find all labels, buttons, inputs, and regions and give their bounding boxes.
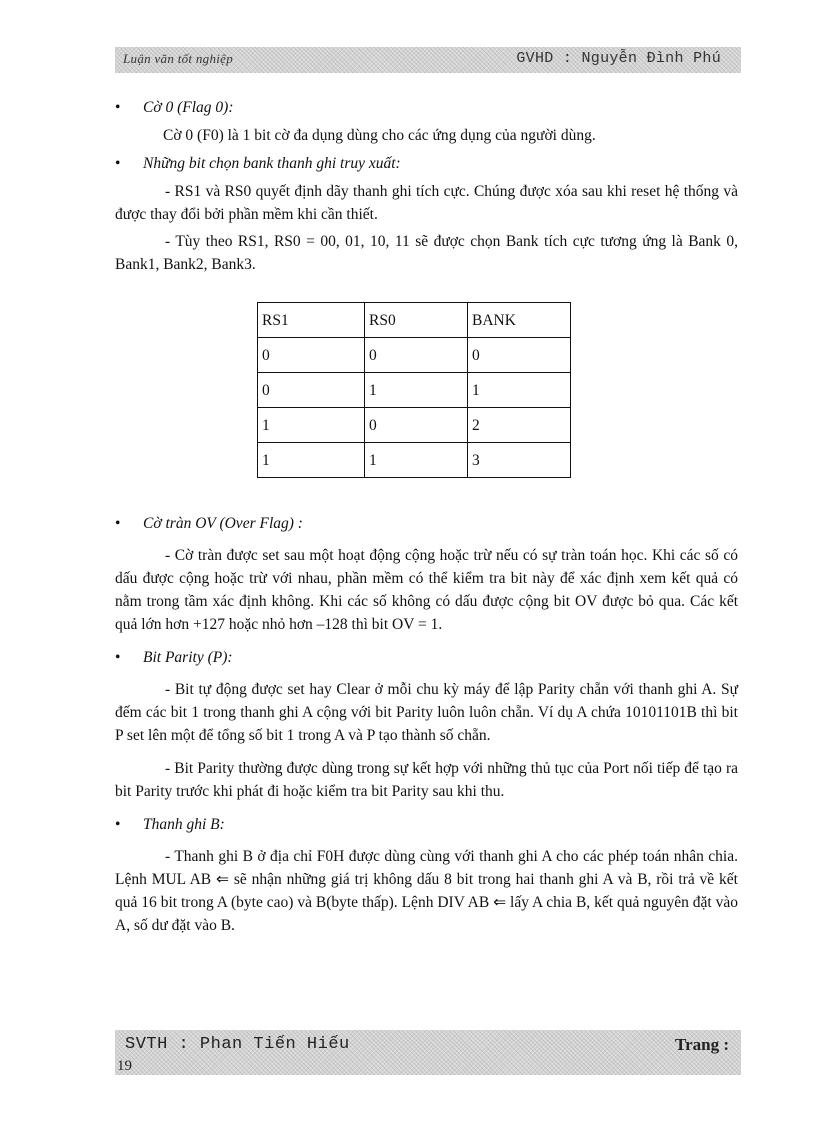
flag0-heading: • Cờ 0 (Flag 0):	[115, 96, 738, 119]
table-header-cell: BANK	[468, 303, 571, 338]
parity-paragraph-2: - Bit Parity thường được dùng trong sự kết hợp với những thủ tục của Port nối tiếp để tạo ra bit Parity trước khi phát đi hoặc kiểm tra bit Parity sau khi thu.	[115, 760, 738, 800]
page-footer	[115, 1030, 741, 1075]
ov-text: - Cờ tràn được set sau một hoạt động cộng hoặc trừ nếu có sự tràn toán học. Khi các số có dấu được cộng hoặc trừ với nhau, phần mềm có thể kiểm tra bit này để xác định xem kết quả có nằm trong tầm xác định không. Khi các số không có dấu được cộng bit OV được bỏ qua. Các kết quả lớn hơn +127 hoặc nhỏ hơn –128 thì bit OV = 1.	[115, 547, 738, 633]
table-cell: 0	[258, 373, 365, 408]
table-cell: 0	[365, 408, 468, 443]
table-cell: 1	[365, 443, 468, 478]
table-cell: 0	[258, 338, 365, 373]
bank-heading: • Những bit chọn bank thanh ghi truy xuất:	[115, 152, 738, 175]
footer-student: SVTH : Phan Tiến Hiếu	[125, 1035, 350, 1054]
page-header	[115, 47, 741, 73]
flag0-text: Cờ 0 (F0) là 1 bit cờ đa dụng dùng cho các ứng dụng của người dùng.	[163, 127, 596, 144]
regb-text: - Thanh ghi B ở địa chỉ F0H được dùng cùng với thanh ghi A cho các phép toán nhân chia. Lệnh MUL AB ⇐ sẽ nhận những giá trị không dấu 8 bit trong hai thanh ghi A và B, rồi trả về kết quả 16 bit trong A (byte cao) và B(byte thấp). Lệnh DIV AB ⇐ lấy A chia B, kết quả nguyên đặt vào A, số dư đặt vào B.	[115, 848, 738, 934]
table-row	[258, 338, 571, 373]
footer-page-label: Trang :	[675, 1035, 729, 1054]
table-row	[258, 443, 571, 478]
regb-heading: • Thanh ghi B:	[115, 813, 738, 836]
ov-heading: • Cờ tràn OV (Over Flag) :	[115, 512, 738, 535]
table-cell: 1	[258, 443, 365, 478]
table-cell: 2	[468, 408, 571, 443]
header-advisor: GVHD : Nguyễn Đình Phú	[516, 50, 721, 67]
page-content	[115, 96, 738, 937]
table-cell: 1	[258, 408, 365, 443]
table-row	[258, 408, 571, 443]
footer-page-number: 19	[117, 1058, 132, 1074]
table-cell: 1	[468, 373, 571, 408]
table-cell: 3	[468, 443, 571, 478]
table-header-cell: RS1	[258, 303, 365, 338]
table-cell: 1	[365, 373, 468, 408]
bank-paragraph-2: - Tùy theo RS1, RS0 = 00, 01, 10, 11 sẽ được chọn Bank tích cực tương ứng là Bank 0, Bank1, Bank2, Bank3.	[115, 233, 738, 273]
table-row	[258, 373, 571, 408]
bank-paragraph-1: - RS1 và RS0 quyết định dãy thanh ghi tích cực. Chúng được xóa sau khi reset hệ thống và được thay đổi bởi phần mềm khi cần thiết.	[115, 183, 738, 223]
table-cell: 0	[365, 338, 468, 373]
table-cell: 0	[468, 338, 571, 373]
parity-paragraph-1: - Bit tự động được set hay Clear ở mỗi chu kỳ máy để lập Parity chẵn với thanh ghi A. Sự đếm các bit 1 trong thanh ghi A cộng với bit Parity luôn luôn chẵn. Ví dụ A chứa 10101101B thì bit P set lên một để tổng số bit 1 trong A và P tạo thành số chẵn.	[115, 681, 738, 744]
table-header-row	[258, 303, 571, 338]
parity-heading: • Bit Parity (P):	[115, 646, 738, 669]
table-header-cell: RS0	[365, 303, 468, 338]
bank-table	[257, 302, 571, 478]
header-thesis-label: Luận văn tốt nghiệp	[123, 51, 234, 66]
